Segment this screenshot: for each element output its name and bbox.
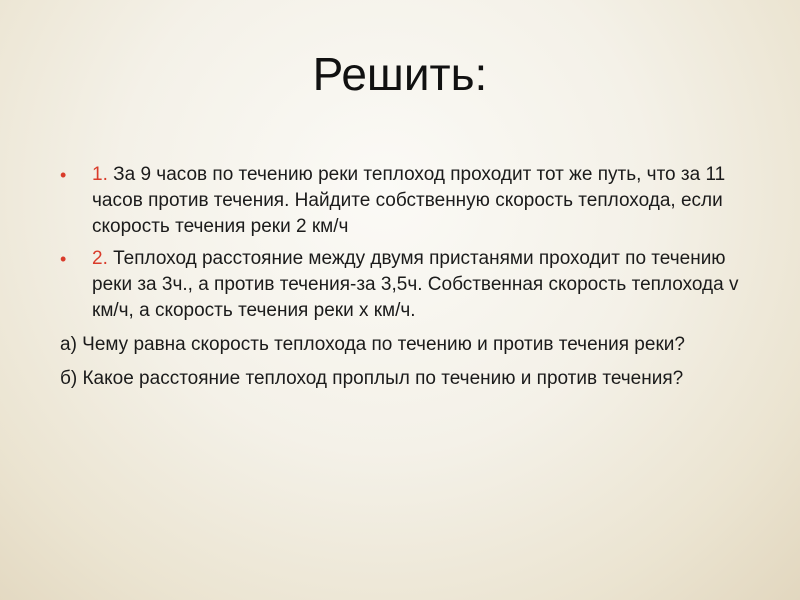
task-text-2: Теплоход расстояние между двумя пристанями проходит по течению реки за 3ч., а против течения-за 3,5ч. Собственная скорость теплохода v км/ч, а скорость течения реки x км/ч. <box>92 248 739 321</box>
task-number-1: 1. <box>92 164 108 185</box>
question-b: б) Какое расстояние теплоход проплыл по течению и против течения? <box>60 368 684 389</box>
task-item-1 <box>60 162 740 240</box>
task-text-1: За 9 часов по течению реки теплоход проходит тот же путь, что за 11 часов против течения. Найдите собственную скорость теплохода, если скорость течения реки 2 км/ч <box>92 164 726 237</box>
bullet-icon: • <box>60 249 67 269</box>
task-number-2: 2. <box>92 248 108 269</box>
question-a: а) Чему равна скорость теплохода по течению и против течения реки? <box>60 334 685 355</box>
task-item-2 <box>60 246 740 324</box>
bullet-icon: • <box>60 165 67 185</box>
slide-content <box>60 162 740 400</box>
slide-title: Решить: <box>312 48 488 100</box>
